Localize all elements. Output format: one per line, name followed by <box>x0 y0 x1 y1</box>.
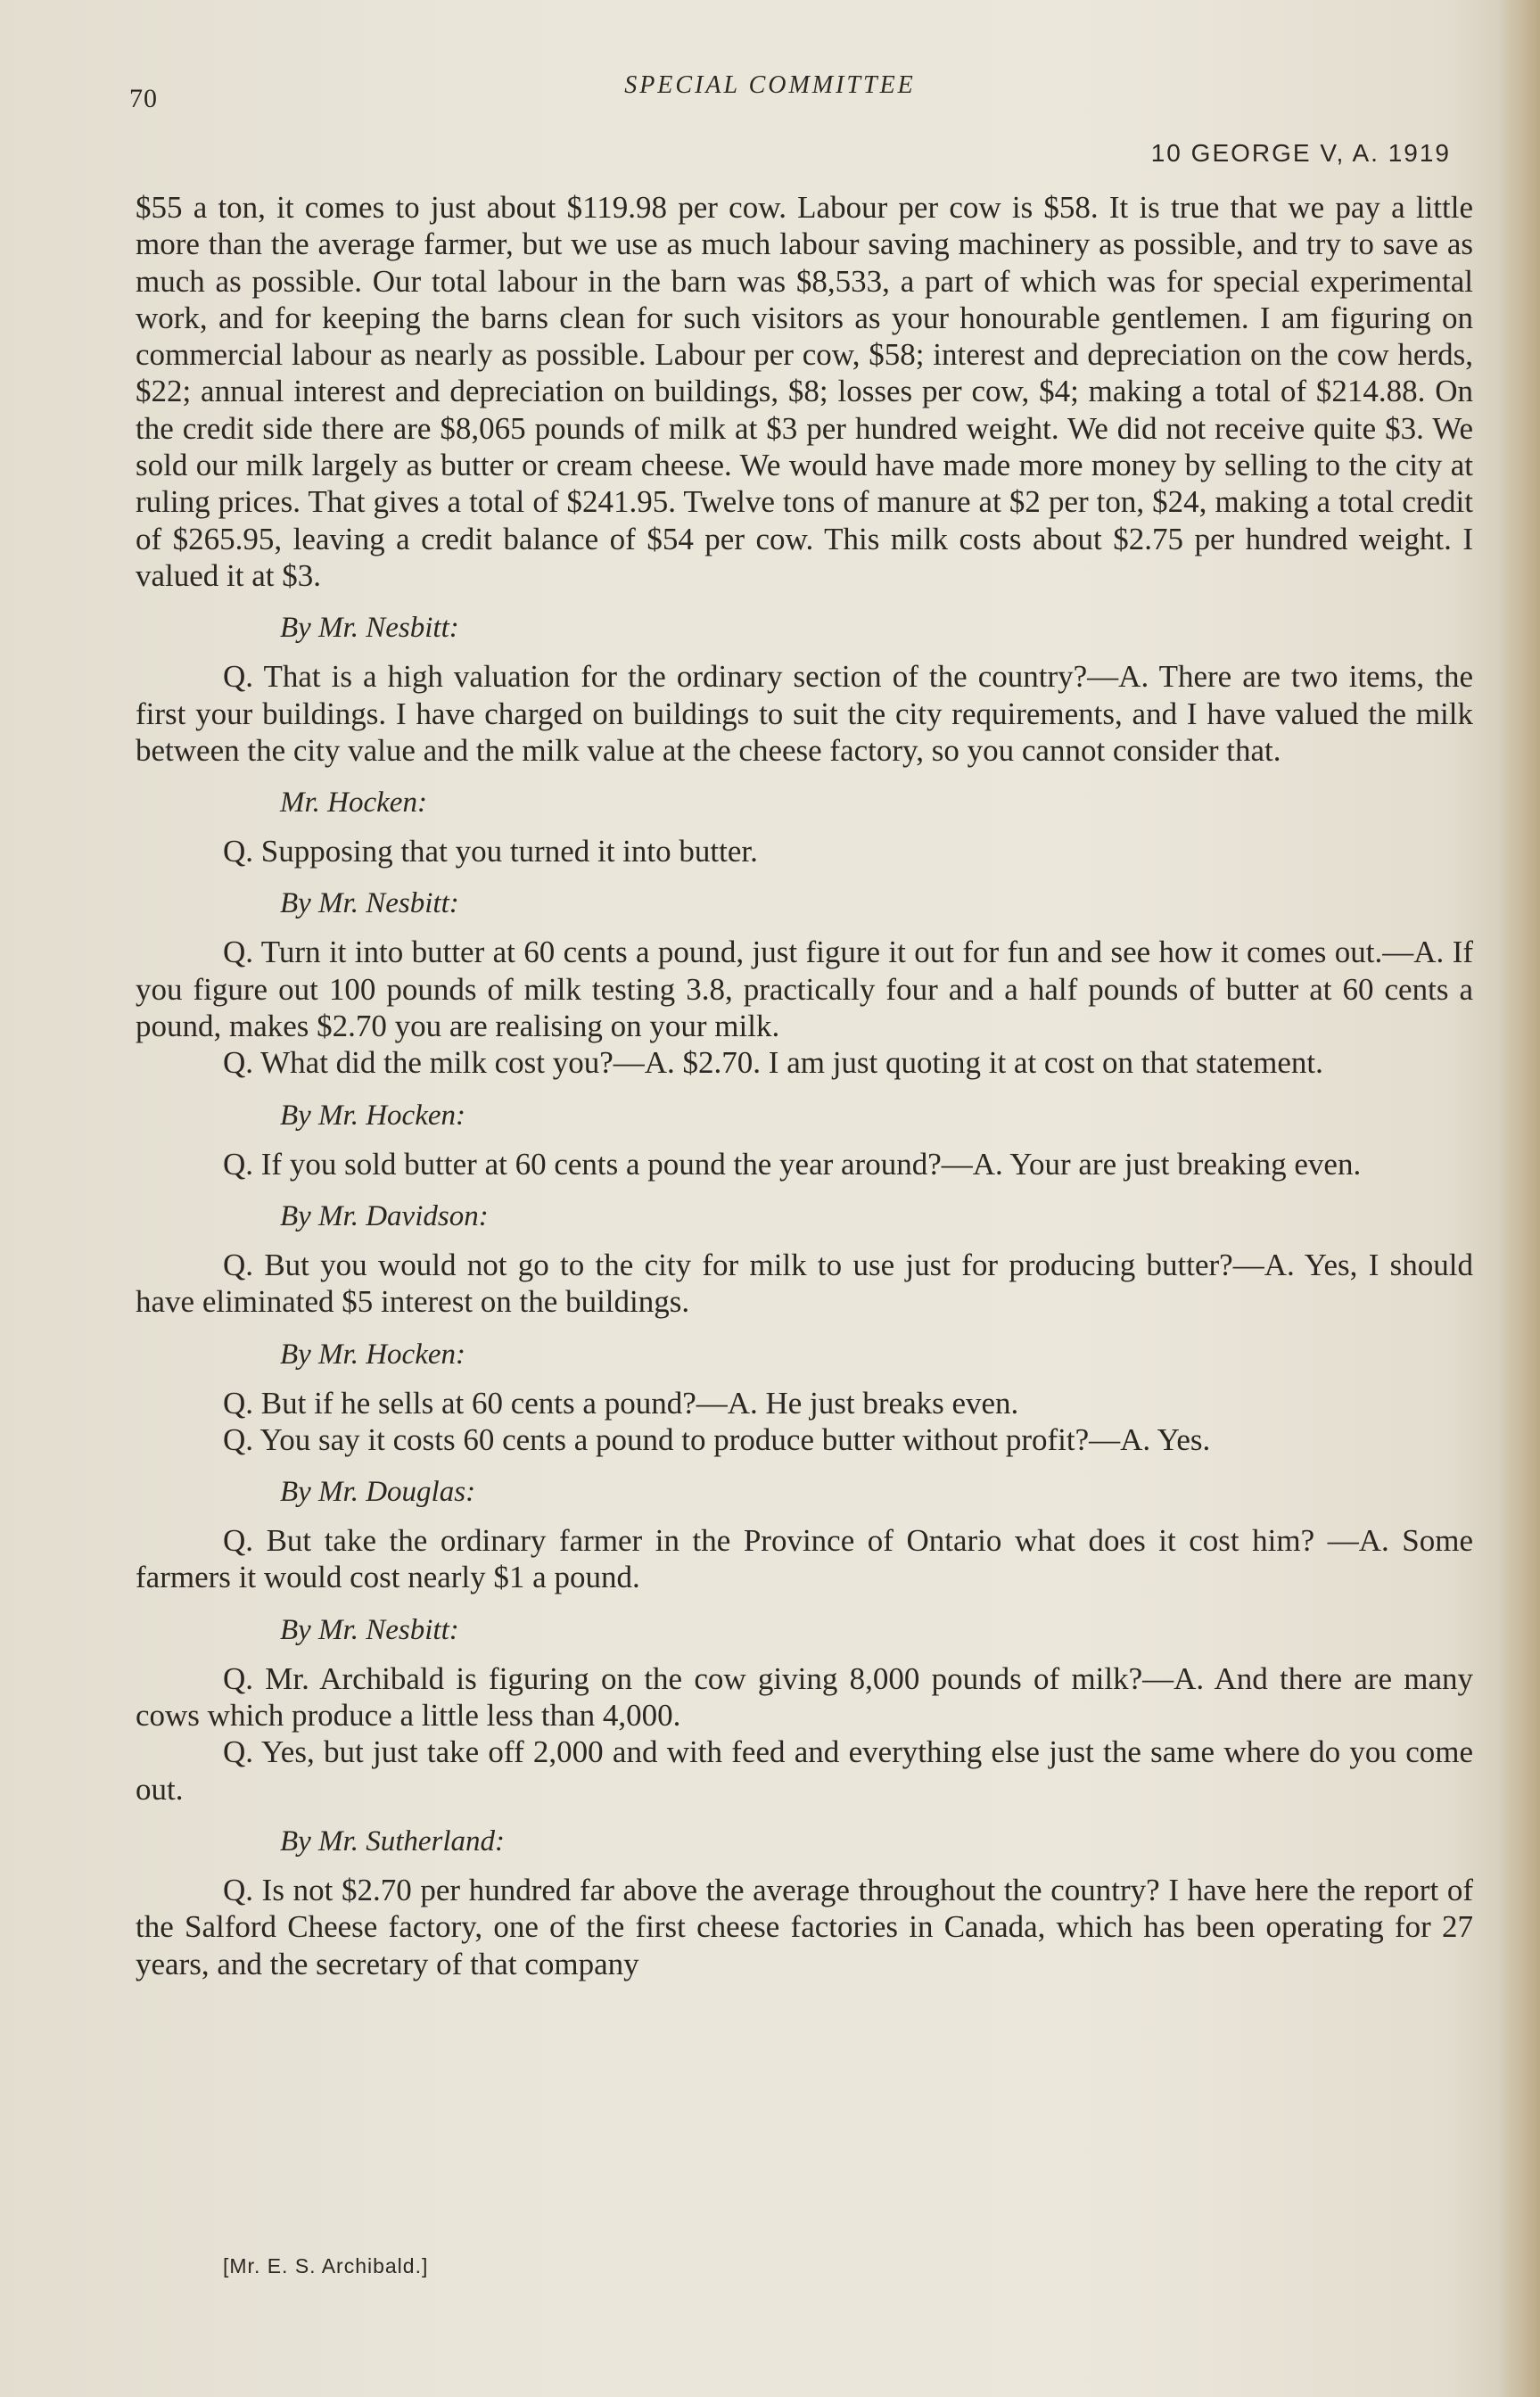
paragraph: Q. If you sold butter at 60 cents a pound the year around?—A. Your are just breaking even. <box>223 1146 1362 1182</box>
speaker-heading: By Mr. Nesbitt: <box>280 612 459 645</box>
running-title: SPECIAL COMMITTEE <box>624 71 916 99</box>
page-edge-shadow <box>1499 0 1540 2397</box>
speaker-heading: By Mr. Hocken: <box>280 1338 465 1371</box>
speaker-heading: By Mr. Douglas: <box>280 1476 476 1509</box>
page-number: 70 <box>129 84 158 113</box>
speaker-heading: By Mr. Nesbitt: <box>280 1613 459 1646</box>
paragraph: $55 a ton, it comes to just about $119.98 per cow. Labour per cow is $58. It is true that we pay a little more than the average farmer, but we use as much labour saving machinery as possible, and try to save as much as possible. Our total labour in the barn was $8,533, a part of which was for special experimental work, and for keeping the barns clean for such visitors as your honourable gentlemen. I am figuring on commercial labour as nearly as possible. Labour per cow, $58; interest and depreciation on the cow herds, $22; annual interest and depreciation on buildings, $8; losses per cow, $4; making a total of $214.88. On the credit side there are $8,065 pounds of milk at $3 per hundred weight. We did not receive quite $3. We sold our milk largely as butter or cream cheese. We would have made more money by selling to the city at ruling prices. That gives a total of $241.95. Twelve tons of manure at $2 per ton, $24, making a total credit of $265.95, leaving a credit balance of $54 per cow. This milk costs about $2.75 per hundred weight. I valued it at $3. <box>136 190 1473 593</box>
paragraph: Q. Turn it into butter at 60 cents a pound, just figure it out for fun and see how it comes out.—A. If you figure out 100 pounds of milk testing 3.8, practically four and a half pounds of butter at 60 cents a pound, makes $2.70 you are realising on your milk. <box>136 935 1473 1044</box>
paragraph: Q. But you would not go to the city for milk to use just for producing butter?—A. Yes, I should have eliminated $5 interest on the buildings. <box>136 1247 1473 1320</box>
speaker-heading: Mr. Hocken: <box>280 787 427 820</box>
session-label: 10 GEORGE V, A. 1919 <box>1150 139 1451 167</box>
paragraph: Q. But take the ordinary farmer in the Province of Ontario what does it cost him? —A. Some farmers it would cost nearly $1 a pound. <box>136 1523 1473 1595</box>
witness-footnote: [Mr. E. S. Archibald.] <box>223 2254 429 2278</box>
speaker-heading: By Mr. Sutherland: <box>280 1825 506 1857</box>
paragraph: Q. You say it costs 60 cents a pound to produce butter without profit?—A. Yes. <box>223 1421 1211 1457</box>
speaker-heading: By Mr. Hocken: <box>280 1099 465 1132</box>
paragraph: Q. But if he sells at 60 cents a pound?—A. He just breaks even. <box>223 1385 1019 1421</box>
speaker-heading: By Mr. Davidson: <box>280 1199 489 1232</box>
paragraph: Q. Yes, but just take off 2,000 and with feed and everything else just the same where do you come out. <box>136 1734 1473 1807</box>
paragraph: Q. Is not $2.70 per hundred far above the average throughout the country? I have here the report of the Salford Cheese factory, one of the first cheese factories in Canada, which has been operating for 27 years, and the secretary of that company <box>136 1872 1473 1981</box>
paragraph: Q. Supposing that you turned it into butter. <box>223 834 758 869</box>
paragraph: Q. That is a high valuation for the ordinary section of the country?—A. There are two items, the first your buildings. I have charged on buildings to suit the city requirements, and I have valued the milk between the city value and the milk value at the cheese factory, so you cannot consider that. <box>136 659 1473 768</box>
speaker-heading: By Mr. Nesbitt: <box>280 887 459 920</box>
paragraph: Q. What did the milk cost you?—A. $2.70. I am just quoting it at cost on that statement. <box>223 1045 1323 1081</box>
body-text <box>136 189 1473 1982</box>
paragraph: Q. Mr. Archibald is figuring on the cow giving 8,000 pounds of milk?—A. And there are many cows which produce a little less than 4,000. <box>136 1660 1473 1734</box>
